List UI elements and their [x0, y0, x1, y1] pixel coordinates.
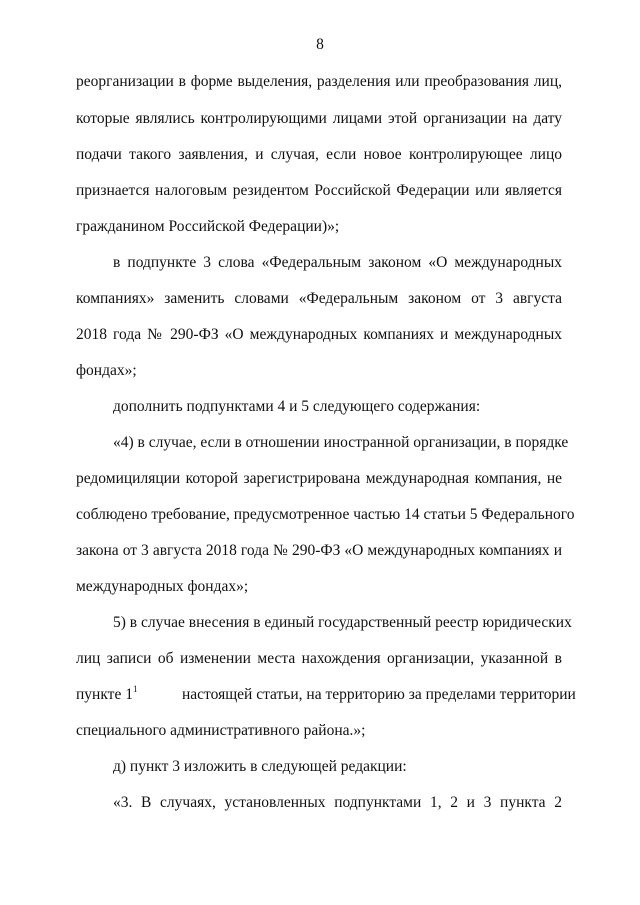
- text-line: которые являлись контролирующими лицами этой организации на дату: [76, 110, 562, 127]
- line-start: [76, 685, 137, 705]
- text-line: фондах»;: [76, 362, 137, 379]
- text-line: д) пункт 3 изложить в следующей редакции:: [113, 758, 407, 775]
- text-line: закона от 3 августа 2018 года № 290-ФЗ «О международных компаниях и: [76, 542, 562, 559]
- text-line: гражданином Российской Федерации)»;: [76, 218, 340, 235]
- text-line: редомициляции которой зарегистрирована международная компания, не: [76, 470, 562, 487]
- text-line: международных фондах»;: [76, 578, 249, 595]
- text-line: подачи такого заявления, и случая, если новое контролирующее лицо: [76, 146, 562, 163]
- text-line: компаниях» заменить словами «Федеральным законом от 3 августа: [76, 290, 562, 307]
- text-line: 2018 года № 290-ФЗ «О международных компаниях и международных: [76, 326, 562, 343]
- text-line: лиц записи об изменении места нахождения организации, указанной в: [76, 650, 562, 667]
- text-line: «4) в случае, если в отношении иностранной организации, в порядке: [113, 434, 569, 451]
- text-line: реорганизации в форме выделения, разделения или преобразования лиц,: [76, 73, 562, 90]
- text-line: «3. В случаях, установленных подпунктами 1, 2 и 3 пункта 2: [113, 794, 562, 811]
- text-line: [76, 684, 576, 705]
- text-line: специального административного района.»;: [76, 722, 366, 739]
- text-line: в подпункте 3 слова «Федеральным законом «О международных: [113, 254, 562, 271]
- line-rest: настоящей статьи, на территорию за пределами территории: [182, 686, 576, 703]
- text-line: дополнить подпунктами 4 и 5 следующего содержания:: [113, 398, 481, 415]
- text-line: соблюдено требование, предусмотренное частью 14 статьи 5 Федерального: [76, 506, 575, 523]
- text-fragment: пункте 1: [76, 686, 133, 703]
- page-number: 8: [316, 36, 324, 53]
- superscript: 1: [132, 684, 138, 694]
- text-line: 5) в случае внесения в единый государственный реестр юридических: [113, 614, 572, 631]
- text-line: признается налоговым резидентом Российской Федерации или является: [76, 182, 562, 199]
